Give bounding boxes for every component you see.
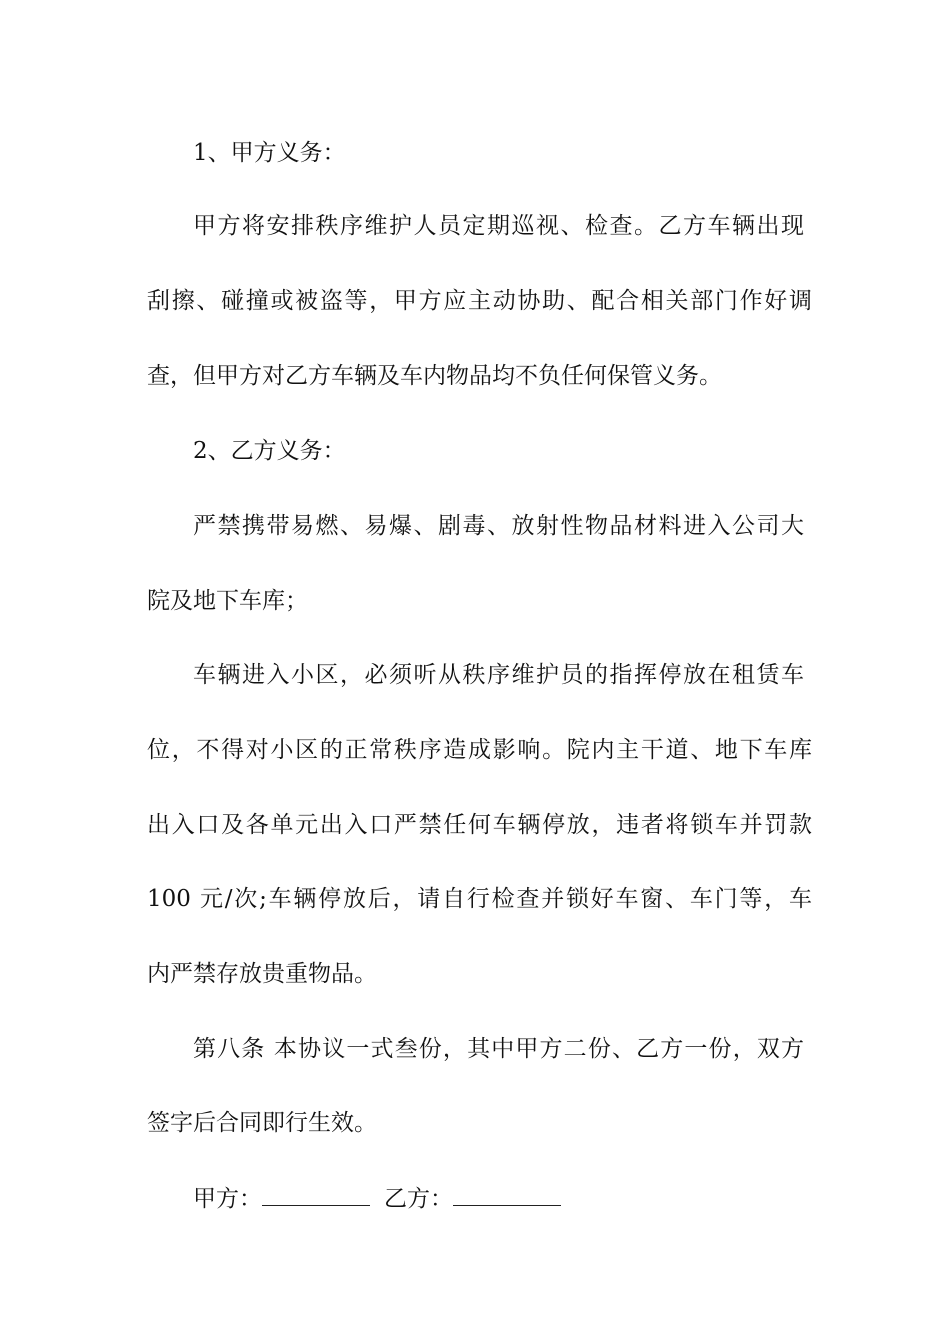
clause-2-text-2-line-4: 100 元/次;车辆停放后，请自行检查并锁好车窗、车门等，车 — [147, 886, 812, 912]
clause-1-heading: 1、甲方义务： — [193, 140, 346, 166]
clause-1-text-line-2: 刮擦、碰撞或被盗等，甲方应主动协助、配合相关部门作好调 — [147, 288, 812, 314]
clause-2-text-2-line-1: 车辆进入小区，必须听从秩序维护员的指挥停放在租赁车 — [193, 662, 804, 688]
clause-2-text-2-line-5: 内严禁存放贵重物品。 — [147, 961, 377, 987]
clause-1-text-line-3: 查，但甲方对乙方车辆及车内物品均不负任何保管义务。 — [147, 363, 722, 389]
party-b-label: 乙方： — [384, 1186, 453, 1212]
clause-1-text-line-1: 甲方将安排秩序维护人员定期巡视、检查。乙方车辆出现 — [193, 213, 804, 239]
clause-2-heading: 2、乙方义务： — [193, 438, 346, 464]
clause-2-text-1-line-2: 院及地下车库； — [147, 588, 308, 614]
clause-2-text-1-line-1: 严禁携带易燃、易爆、剧毒、放射性物品材料进入公司大 — [193, 513, 804, 539]
signature-line — [193, 1183, 858, 1214]
clause-2-text-2-line-2: 位，不得对小区的正常秩序造成影响。院内主干道、地下车库 — [147, 737, 812, 763]
clause-2-text-2-line-3: 出入口及各单元出入口严禁任何车辆停放，违者将锁车并罚款 — [147, 812, 812, 838]
article-8-line-2: 签字后合同即行生效。 — [147, 1110, 377, 1136]
party-a-signature-blank — [262, 1183, 370, 1206]
party-b-signature-blank — [453, 1183, 561, 1206]
party-a-label: 甲方： — [193, 1186, 262, 1212]
article-8-line-1: 第八条 本协议一式叁份，其中甲方二份、乙方一份，双方 — [193, 1036, 804, 1062]
